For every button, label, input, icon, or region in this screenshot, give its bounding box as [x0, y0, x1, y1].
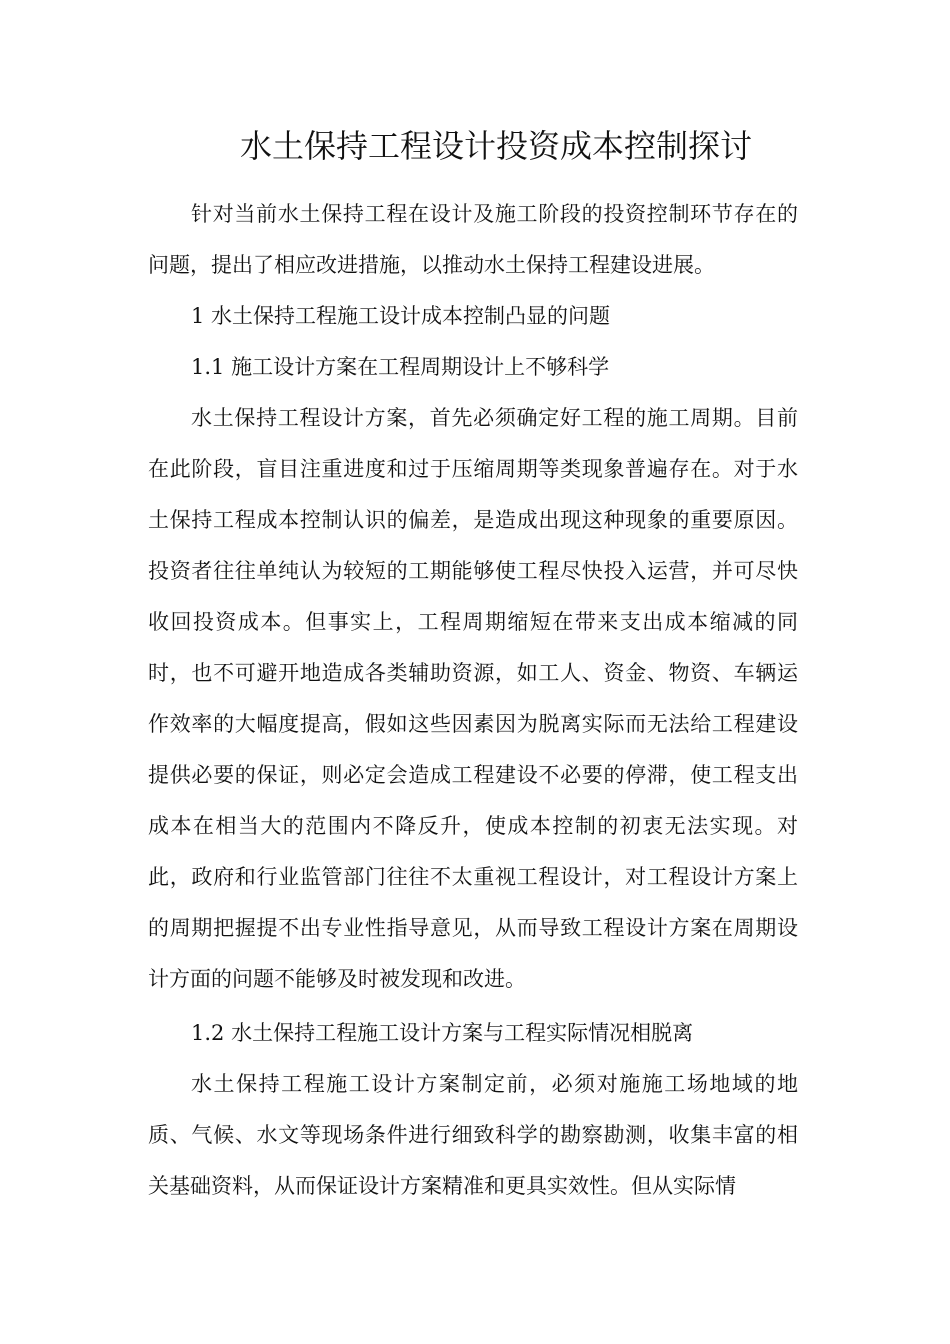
section-1-1-paragraph: 水土保持工程设计方案，首先必须确定好工程的施工周期。目前在此阶段，盲目注重进度和过于压缩周期等类现象普遍存在。对于水土保持工程成本控制认识的偏差，是造成出现这种现象的重要原因。投资者往往单纯认为较短的工期能够使工程尽快投入运营，并可尽快收回投资成本。但事实上，工程周期缩短在带来支出成本缩减的同时，也不可避开地造成各类辅助资源，如工人、资金、物资、车辆运作效率的大幅度提高，假如这些因素因为脱离实际而无法给工程建设提供必要的保证，则必定会造成工程建设不必要的停滞，使工程支出成本在相当大的范围内不降反升，使成本控制的初衷无法实现。对此，政府和行业监管部门往往不太重视工程设计，对工程设计方案上的周期把握提不出专业性指导意见，从而导致工程设计方案在周期设计方面的问题不能够及时被发现和改进。: [148, 406, 798, 991]
section-1-2-paragraph: 水土保持工程施工设计方案制定前，必须对施施工场地域的地质、气候、水文等现场条件进行细致科学的勘察勘测，收集丰富的相关基础资料，从而保证设计方案精准和更具实效性。但从实际情: [148, 1072, 798, 1198]
section-1-1-heading: 1.1 施工设计方案在工程周期设计上不够科学: [191, 355, 610, 379]
document-title: 水土保持工程设计投资成本控制探讨: [240, 127, 753, 165]
section-1-heading: 1 水土保持工程施工设计成本控制凸显的问题: [191, 304, 611, 328]
intro-paragraph: 针对当前水土保持工程在设计及施工阶段的投资控制环节存在的问题，提出了相应改进措施，以推动水土保持工程建设进展。: [148, 202, 798, 277]
section-1-2-heading: 1.2 水土保持工程施工设计方案与工程实际情况相脱离: [191, 1021, 694, 1045]
